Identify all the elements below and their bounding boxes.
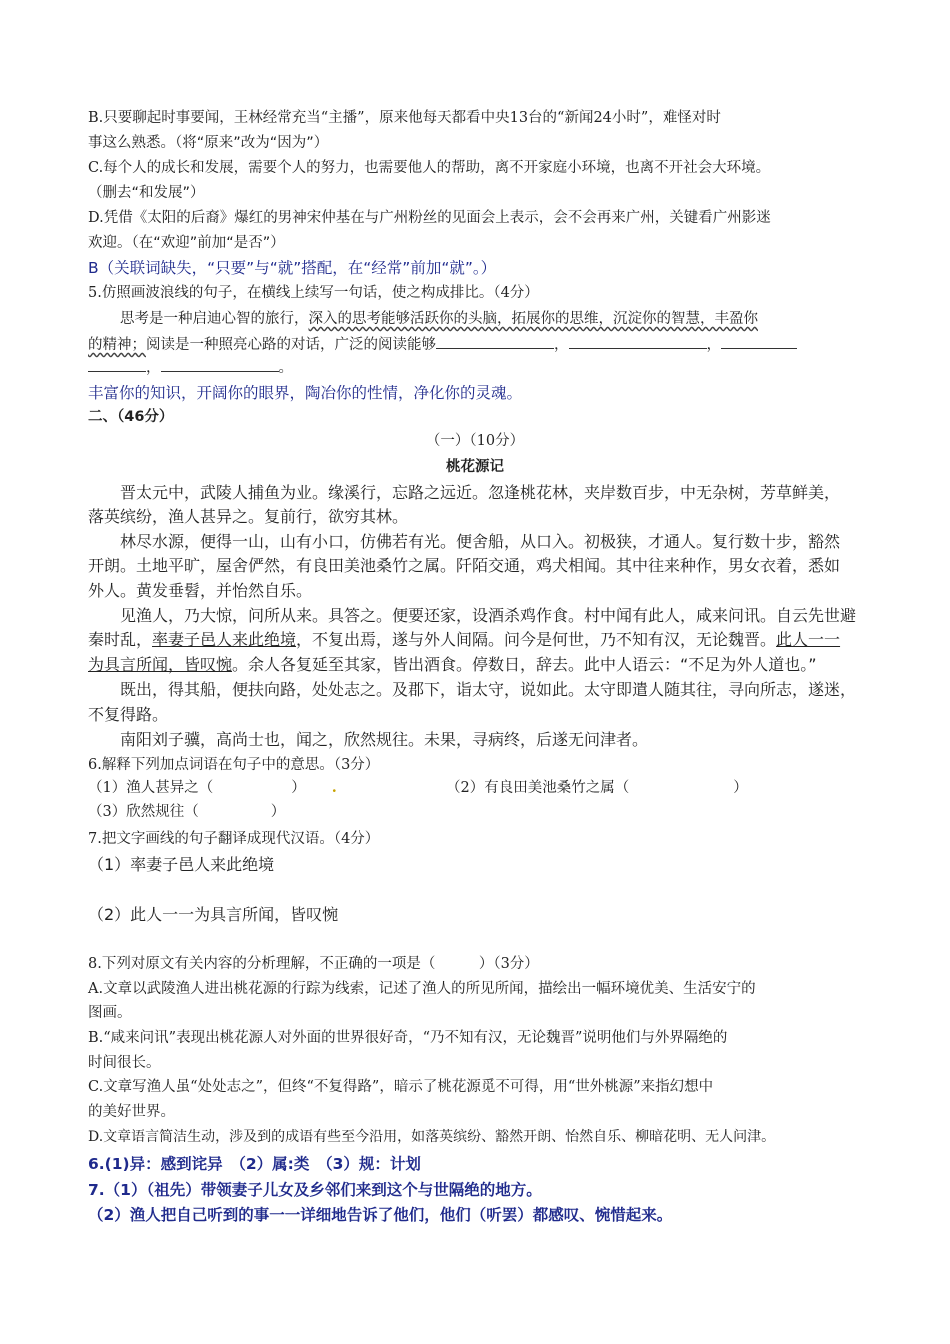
passage-p4-line2: 不复得路。 xyxy=(88,705,169,724)
q4-answer: B（关联词缺失，“只要”与“就”搭配，在“经常”前加“就”。） xyxy=(88,259,497,277)
underlined-sentence-1: 率妻子邑人来此绝境 xyxy=(152,630,297,649)
q5-prompt-line3: ， 。 xyxy=(88,357,293,378)
passage-p5: 南阳刘子骥，高尚士也，闻之，欣然规往。未果，寻病终，后遂无问津者。 xyxy=(120,730,649,749)
answer-q7-2: （2）渔人把自己听到的事一一详细地告诉了他们，他们（听罢）都感叹、惋惜起来。 xyxy=(88,1206,673,1224)
q6-item-2: （2）有良田美池桑竹之属（ ） xyxy=(446,780,748,796)
q7-sentence-1: （1）率妻子邑人来此绝境 xyxy=(88,855,275,874)
subsection-heading: （一）（10分） xyxy=(425,433,525,449)
q5-answer: 丰富你的知识，开阔你的眼界，陶冶你的性情，净化你的灵魂。 xyxy=(88,384,523,402)
q4-option-d-line2: 欢迎。（在“欢迎”前加“是否”） xyxy=(88,235,285,251)
emphasis-dot: . xyxy=(331,779,337,796)
section-2-heading: 二、（46分） xyxy=(88,409,174,425)
q8-stem: 8.下列对原文有关内容的分析理解，不正确的一项是（ ）（3分） xyxy=(88,956,539,972)
q4-option-b-line2: 事这么熟悉。（将“原来”改为“因为”） xyxy=(88,135,329,151)
q6-stem: 6.解释下列加点词语在句子中的意思。（3分） xyxy=(88,757,380,773)
passage-p3-line3: 为具言所闻，皆叹惋。余人各复延至其家，皆出酒食。停数日，辞去。此中人语云：“不足为外人道也。” xyxy=(88,655,817,674)
q4-option-c-line1: C.每个人的成长和发展，需要个人的努力，也需要他人的帮助，离不开家庭小环境，也离不开社会大环境。 xyxy=(88,160,771,176)
q4-option-b-line1: B.只要聊起时事要闻，王林经常充当“主播”，原来他每天都看中央13台的“新闻24小时”，难怪对时 xyxy=(88,110,721,126)
q5-prompt-line2: 的精神；阅读是一种照亮心路的对话，广泛的阅读能够 ， ， xyxy=(88,334,797,355)
q6-item-3: （3）欣然规往（ ） xyxy=(88,804,286,820)
q8-option-a-line1: A.文章以武陵渔人进出桃花源的行踪为线索，记述了渔人的所见所闻，描绘出一幅环境优美、生活安宁的 xyxy=(88,981,756,997)
answer-blank-3[interactable] xyxy=(721,334,797,349)
q5-prompt-line1: 思考是一种启迪心智的旅行，深入的思考能够活跃你的头脑，拓展你的思维，沉淀你的智慧，丰盈你 xyxy=(120,311,758,327)
underlined-sentence-2-start: 此人一一 xyxy=(776,630,841,649)
passage-title: 桃花源记 xyxy=(446,459,504,475)
q8-option-d: D.文章语言简洁生动，涉及到的成语有些至今沿用，如落英缤纷、豁然开朗、怡然自乐、柳暗花明、无人问津。 xyxy=(88,1129,776,1145)
answer-q6: 6.(1)异：感到诧异 （2）属:类 （3）规：计划 xyxy=(88,1155,421,1173)
answer-blank-4[interactable] xyxy=(161,357,279,372)
passage-p2-line3: 外人。黄发垂髫，并怡然自乐。 xyxy=(88,581,313,600)
passage-p1-line2: 落英缤纷，渔人甚异之。复前行，欲穷其林。 xyxy=(88,507,409,526)
q8-option-b-line1: B.“咸来问讯”表现出桃花源人对外面的世界很好奇，“乃不知有汉，无论魏晋”说明他们与外界隔绝的 xyxy=(88,1030,728,1046)
wavy-underlined-sentence: 深入的思考能够活跃你的头脑，拓展你的思维，沉淀你的智慧，丰盈你 xyxy=(308,311,758,327)
passage-p2-line1: 林尽水源，便得一山，山有小口，仿佛若有光。便舍船，从口入。初极狭，才通人。复行数十步，豁然 xyxy=(120,532,841,551)
answer-q7-1: 7.（1）（祖先）带领妻子儿女及乡邻们来到这个与世隔绝的地方。 xyxy=(88,1181,542,1199)
q5-stem: 5.仿照画波浪线的句子，在横线上续写一句话，使之构成排比。（4分） xyxy=(88,285,539,301)
q6-item-1: （1）渔人甚异之（ ） . xyxy=(88,779,337,796)
passage-p2-line2: 开朗。土地平旷，屋舍俨然，有良田美池桑竹之属。阡陌交通，鸡犬相闻。其中往来种作，男女衣着，悉如 xyxy=(88,556,841,575)
q4-option-d-line1: D.凭借《太阳的后裔》爆红的男神宋仲基在与广州粉丝的见面会上表示，会不会再来广州，关键看广州影迷 xyxy=(88,210,771,226)
q8-option-b-line2: 时间很长。 xyxy=(88,1055,161,1071)
q7-sentence-2: （2）此人一一为具言所闻，皆叹惋 xyxy=(88,905,339,924)
passage-p4-line1: 既出，得其船，便扶向路，处处志之。及郡下，诣太守，说如此。太守即遣人随其往，寻向所志，遂迷， xyxy=(120,680,857,699)
answer-blank-1[interactable] xyxy=(436,334,554,349)
underlined-sentence-2-end: 为具言所闻，皆叹惋 xyxy=(88,655,233,674)
q8-option-a-line2: 图画。 xyxy=(88,1005,132,1021)
q8-option-c-line1: C.文章写渔人虽“处处志之”，但终“不复得路”，暗示了桃花源觅不可得，用“世外桃源”来指幻想中 xyxy=(88,1079,714,1095)
passage-p1-line1: 晋太元中，武陵人捕鱼为业。缘溪行，忘路之远近。忽逢桃花林，夹岸数百步，中无杂树，芳草鲜美， xyxy=(120,483,841,502)
q8-option-c-line2: 的美好世界。 xyxy=(88,1104,175,1120)
q7-stem: 7.把文字画线的句子翻译成现代汉语。（4分） xyxy=(88,831,380,847)
passage-p3-line1: 见渔人，乃大惊，问所从来。具答之。便要还家，设酒杀鸡作食。村中闻有此人，咸来问讯。自云先世避 xyxy=(120,606,857,625)
answer-blank-2[interactable] xyxy=(569,334,707,349)
answer-blank-3-cont[interactable] xyxy=(88,357,146,372)
passage-p3-line2: 秦时乱，率妻子邑人来此绝境，不复出焉，遂与外人间隔。问今是何世，乃不知有汉，无论魏晋。此人一一 xyxy=(88,630,841,649)
q4-option-c-line2: （删去“和发展”） xyxy=(88,185,205,201)
